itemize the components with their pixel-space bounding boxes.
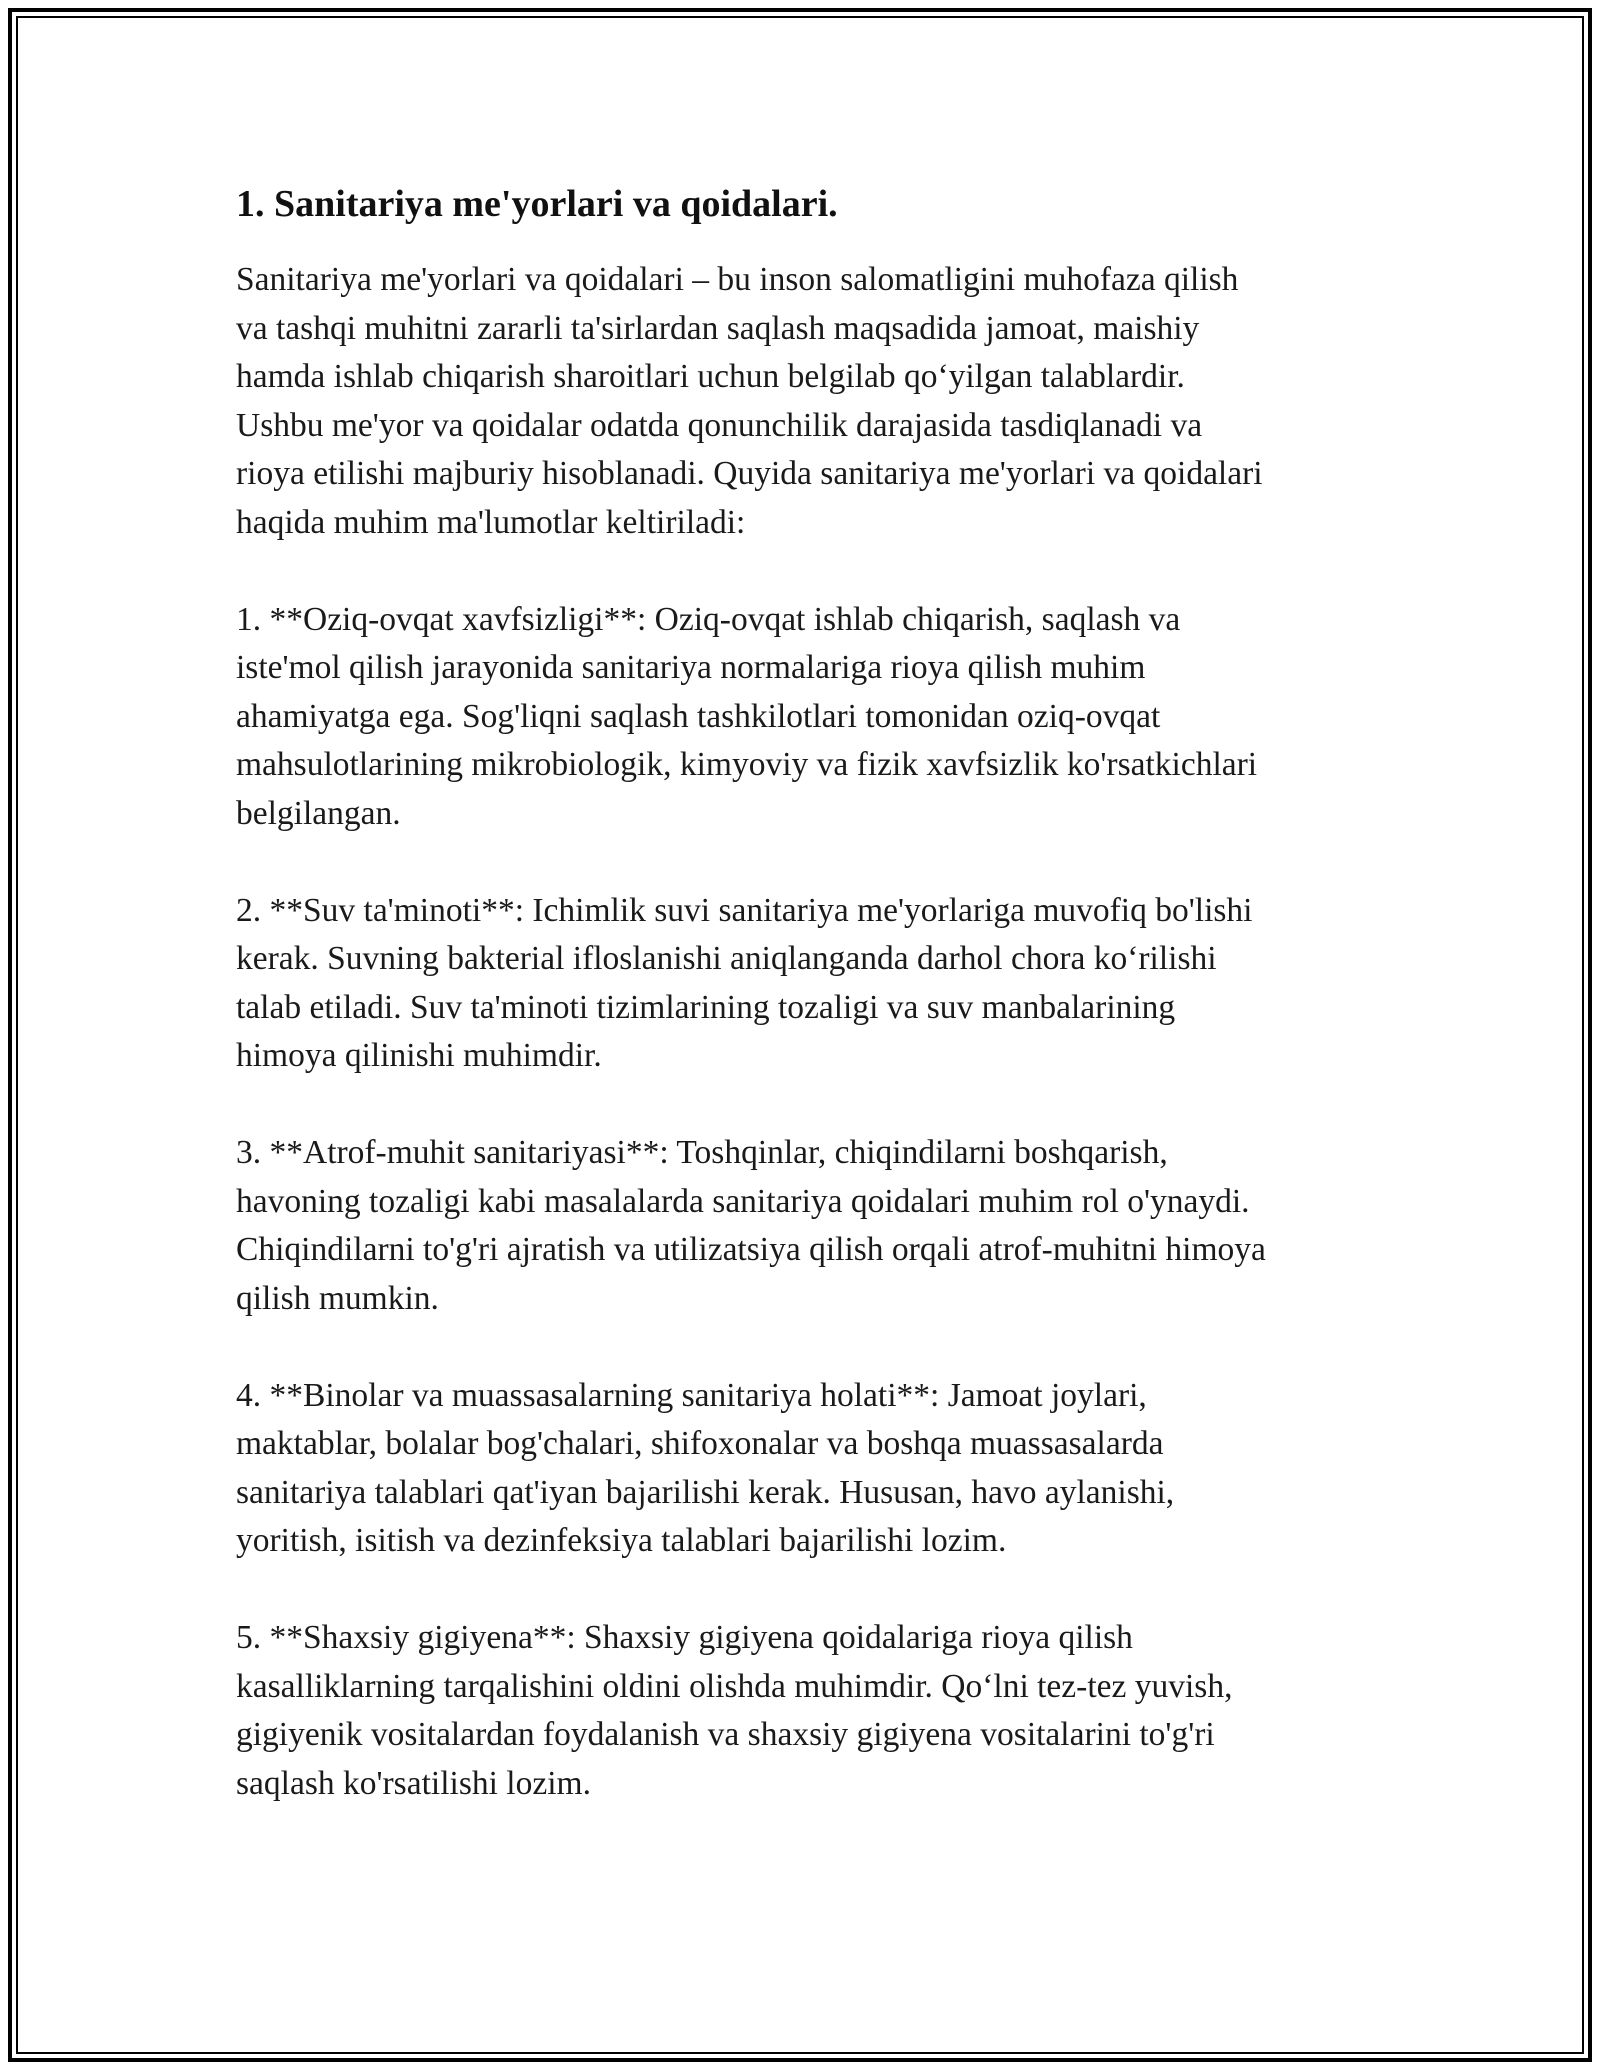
intro-paragraph: Sanitariya me'yorlari va qoidalari – bu inson salomatligini muhofaza qilish va tashqi muhitni zararli ta'sirlardan saqlash maqsadida jamoat, maishiy hamda ishlab chiqarish sharoitlari uchun belgilab qo‘yilgan talablardir. Ushbu me'yor va qoidalar odatda qonunchilik darajasida tasdiqlanadi va rioya etilishi majburiy hisoblanadi. Quyida sanitariya me'yorlari va qoidalari haqida muhim ma'lumotlar keltiriladi: bbox=[236, 261, 1263, 541]
item-buildings-sanitation: 4. **Binolar va muassasalarning sanitariya holati**: Jamoat joylari, maktablar, bolalar bog'chalari, shifoxonalar va boshqa muassasalarda sanitariya talablari qat'iyan bajarilishi kerak. Hususan, havo aylanishi, yoritish, isitish va dezinfeksiya talablari bajarilishi lozim. bbox=[236, 1376, 1175, 1559]
section-heading: 1. Sanitariya me'yorlari va qoidalari. bbox=[236, 183, 838, 225]
item-food-safety: 1. **Oziq-ovqat xavfsizligi**: Oziq-ovqat ishlab chiqarish, saqlash va iste'mol qilish jarayonida sanitariya normalariga rioya qilish muhim ahamiyatga ega. Sog'liqni saqlash tashkilotlari tomonidan oziq-ovqat mahsulotlarining mikrobiologik, kimyoviy va fizik xavfsizlik ko'rsatkichlari belgilangan. bbox=[236, 600, 1258, 832]
item-personal-hygiene: 5. **Shaxsiy gigiyena**: Shaxsiy gigiyena qoidalariga rioya qilish kasalliklarning tarqalishini oldini olishda muhimdir. Qo‘lni tez-tez yuvish, gigiyenik vositalardan foydalanish va shaxsiy gigiyena vositalarini to'g'ri saqlash ko'rsatilishi lozim. bbox=[236, 1619, 1233, 1802]
item-water-supply: 2. **Suv ta'minoti**: Ichimlik suvi sanitariya me'yorlariga muvofiq bo'lishi kerak. Suvning bakterial ifloslanishi aniqlanganda darhol chora ko‘rilishi talab etiladi. Suv ta'minoti tizimlarining tozaligi va suv manbalarining himoya qilinishi muhimdir. bbox=[236, 891, 1253, 1074]
item-environment-sanitation: 3. **Atrof-muhit sanitariyasi**: Toshqinlar, chiqindilarni boshqarish, havoning tozaligi kabi masalalarda sanitariya qoidalari muhim rol o'ynaydi. Chiqindilarni to'g'ri ajratish va utilizatsiya qilish orqali atrof-muhitni himoya qilish mumkin. bbox=[236, 1134, 1266, 1317]
document-body bbox=[236, 180, 1376, 1857]
